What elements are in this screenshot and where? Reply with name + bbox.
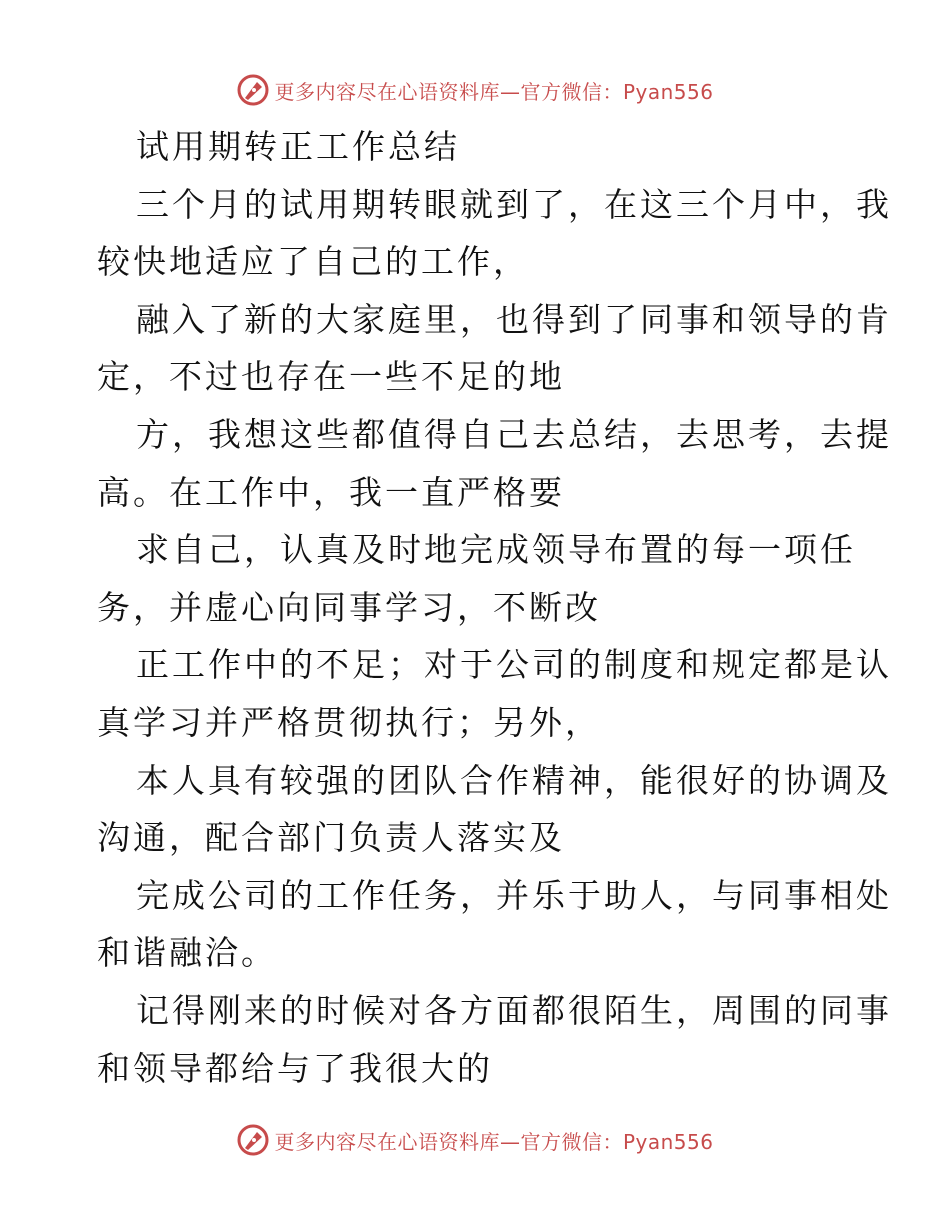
text-line: 方，我想这些都值得自己去总结，去思考，去提 (136, 414, 892, 454)
text-line: 较快地适应了自己的工作， (97, 242, 529, 282)
text-line: 求自己，认真及时地完成领导布置的每一项任 (136, 530, 856, 570)
text-line: 三个月的试用期转眼就到了，在这三个月中，我 (136, 184, 892, 224)
text-line: 正工作中的不足；对于公司的制度和规定都是认 (136, 645, 892, 685)
watermark-text: 更多内容尽在心语资料库—官方微信：Pyan556 (274, 79, 714, 104)
text-line: 高。在工作中，我一直严格要 (97, 472, 565, 512)
pen-nib-logo-icon (236, 1123, 270, 1157)
text-line: 沟通，配合部门负责人落实及 (97, 818, 565, 858)
text-line: 完成公司的工作任务，并乐于助人，与同事相处 (136, 875, 892, 915)
footer-watermark-banner (0, 1120, 950, 1160)
text-line: 真学习并严格贯彻执行；另外， (97, 702, 601, 742)
text-line: 记得刚来的时候对各方面都很陌生，周围的同事 (136, 990, 892, 1030)
text-line: 和谐融洽。 (97, 933, 277, 973)
text-line: 本人具有较强的团队合作精神，能很好的协调及 (136, 760, 892, 800)
text-line: 务，并虚心向同事学习，不断改 (97, 587, 601, 627)
text-line: 试用期转正工作总结 (136, 127, 460, 166)
text-line: 融入了新的大家庭里，也得到了同事和领导的肯 (136, 299, 892, 339)
document-body (97, 118, 892, 1097)
text-line: 定，不过也存在一些不足的地 (97, 357, 565, 397)
text-line: 和领导都给与了我很大的 (97, 1048, 493, 1088)
watermark-text: 更多内容尽在心语资料库—官方微信：Pyan556 (274, 1129, 714, 1154)
pen-nib-logo-icon (236, 73, 270, 107)
header-watermark-banner (0, 70, 950, 110)
